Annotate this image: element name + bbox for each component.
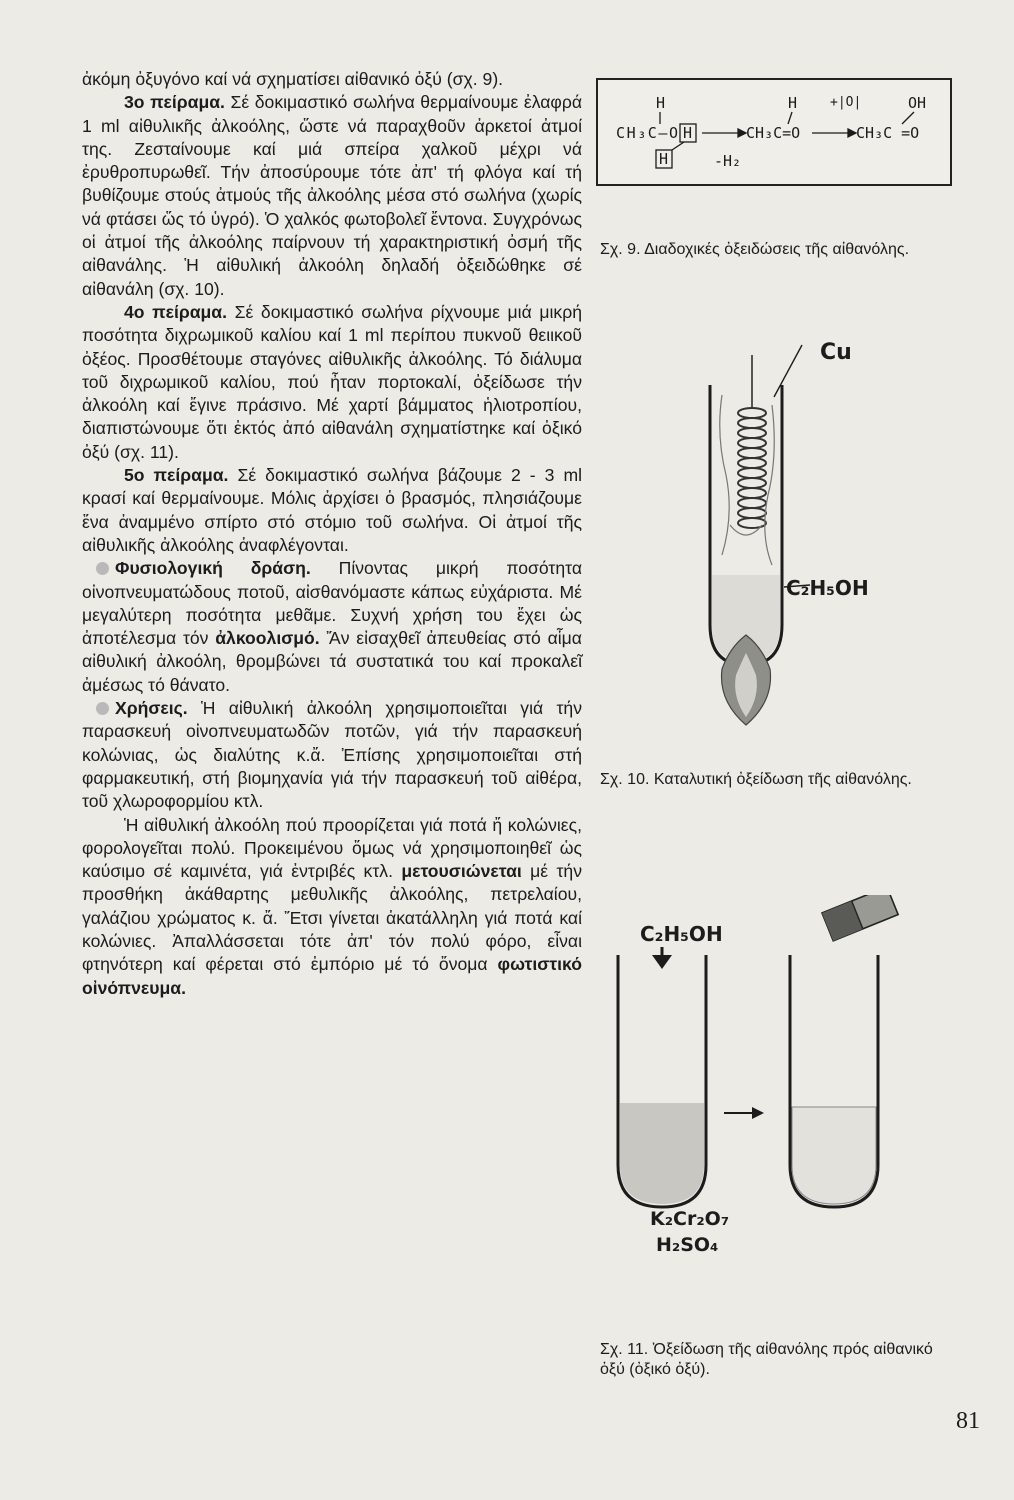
methylated-spirit-term: φωτιστικό οἰνόπνευμα.	[82, 954, 582, 998]
copper-spiral-icon	[738, 408, 766, 528]
bullet-icon	[96, 562, 109, 575]
fig9-minus-h2: -H₂	[714, 152, 742, 170]
fig10-copper-label: Cu	[820, 340, 852, 365]
fig11-liquid-right	[792, 1107, 876, 1204]
figure-10-caption: Σχ. 10. Καταλυτική ὀξείδωση τῆς αἰθανόλης.	[600, 771, 912, 788]
fig9-ethanal: CH₃C=O	[746, 124, 801, 142]
fig9-ethanol: CH₃C—O	[616, 124, 678, 142]
main-text-column	[82, 68, 582, 1000]
fig11-ethanol-label: C₂H₅OH	[640, 922, 723, 946]
denatured-text-2: μέ τήν προσθήκη ἀκάθαρτης μεθυλικῆς ἀλκοόλης, πετρελαίου, γαλάζιου χρώματος κ. ἄ. Ἔτσι γίνεται ἀκατάλληλη γιά ποτά καί κολώνιες. Ἀπαλλάσσεται τότε ἀπ' τόν πολύ φόρο, εἶναι φτηνότερη καί φέρεται στό ἐμπόριο μέ τό ὄνομα	[82, 861, 582, 975]
vapour-wisps	[720, 395, 775, 565]
physiology-text-1: Πίνοντας μικρή ποσότητα οἰνοπνευματώδους ποτοῦ, αἰσθανόμαστε κάπως εὐχάριστα. Μέ μεγαλύτερη ποσότητα μεθᾶμε. Συχνή χρήση του ἔχει ὡς ἀποτέλεσμα τόν	[82, 558, 582, 649]
experiment-5-text: Σέ δοκιμαστικό σωλήνα βάζουμε 2 - 3 ml κρασί καί θερμαίνουμε. Μόλις ἀρχίσει ὁ βρασμός, πλησιάζουμε ἕνα ἀναμμένο σπίρτο στό στόμιο τοῦ σωλήνα. Οἱ ἀτμοί τῆς αἰθυλικῆς ἀλκοόλης ἀναφλέγονται.	[82, 465, 583, 555]
fig10-ethanol-label: C₂H₅OH	[786, 576, 869, 600]
fig11-reagent-dichromate: K₂Cr₂O₇	[650, 1208, 730, 1230]
paragraph-physiology	[82, 557, 582, 697]
denatured-text-1: Ἡ αἰθυλική ἀλκοόλη πού προορίζεται γιά ποτά ἤ κολώνιες, φορολογεῖται πολύ. Προκειμένου ὅμως νά χρησιμοποιηθεῖ ὡς καύσιμο σέ καμινέτα, γιά ἐντριβές κτλ.	[82, 814, 582, 882]
figure-11-diagram	[596, 895, 976, 1295]
bullet-icon	[96, 702, 109, 715]
experiment-4-text: Σέ δοκιμαστικό σωλήνα ρίχνουμε μιά μικρή ποσότητα διχρωμικοῦ καλίου καί 1 ml περίπου πυκνοῦ θειικοῦ ὀξέος. Προσθέτουμε σταγόνες αἰθυλικῆς ἀλκοόλης. Τό διάλυμα τοῦ διχρωμικοῦ καλίου, πού ἦταν πορτοκαλί, ὀξείδωσε τήν ἀλκοόλη καί ἔγινε πράσινο. Μέ χαρτί βάμματος ἡλιοτροπίου, διαπιστώνουμε ὅτι ἐκτός ἀπό αἰθανάλη σχηματίστηκε καί ὀξικό ὀξύ (σχ. 11).	[82, 301, 582, 462]
paragraph-denatured	[82, 814, 582, 1000]
experiment-3-text: Σέ δοκιμαστικό σωλήνα θερμαίνουμε ἐλαφρά 1 ml αἰθυλικῆς ἀλκοόλης, ὥστε νά παραχθοῦν ἀρκετοί ἀτμοί της. Ζεσταίνουμε καί μιά σπείρα χαλκοῦ μέχρι νά ἐρυθροπυρωθεῖ. Τήν ἀποσύρουμε τότε ἀπ' τή φλόγα καί τή βυθίζουμε στούς ἀτμούς τῆς ἀλκοόλης μέσα στό σωλήνα (χωρίς νά φτάσει ὥς τό ὑγρό). Ὁ χαλκός φωτοβολεῖ ἔντονα. Συγχρόνως οἱ ἀτμοί τῆς ἀλκοόλης παίρνουν τή χαρακτηριστική ὀσμή τῆς αἰθανάλης. Ἡ αἰθυλική ἀλκοόλη δηλαδή ὀξειδώθηκε σέ αἰθανάλη (σχ. 10).	[82, 92, 582, 299]
paragraph-experiment-4	[82, 301, 582, 464]
paragraph-uses	[82, 697, 582, 813]
fig9-h-boxed-2: H	[659, 150, 669, 168]
paragraph-experiment-5	[82, 464, 582, 557]
fig11-reagent-sulfuric: H₂SO₄	[656, 1234, 719, 1256]
uses-heading: Χρήσεις.	[115, 698, 188, 719]
physiology-heading: Φυσιολογική δράση.	[115, 558, 311, 579]
litmus-paper-icon	[822, 895, 898, 941]
page-number: 81	[956, 1408, 980, 1434]
figure-10-diagram	[660, 325, 900, 735]
alcoholism-term: ἀλκοολισμό.	[215, 628, 320, 649]
figure-9-caption: Σχ. 9. Διαδοχικές ὀξειδώσεις τῆς αἰθανόλης.	[600, 241, 910, 258]
fig9-h2: H	[788, 94, 798, 112]
fig9-oxygen: +|O|	[830, 95, 862, 110]
experiment-3-heading: 3ο πείραμα.	[124, 92, 225, 113]
fig9-oh: OH	[908, 94, 927, 112]
figure-11-caption: Σχ. 11. Ὀξείδωση τῆς αἰθανόλης πρός αἰθανικό ὀξύ (ὀξικό ὀξύ).	[600, 1341, 933, 1378]
experiment-4-heading: 4ο πείραμα.	[124, 301, 228, 322]
paragraph-1: ἀκόμη ὀξυγόνο καί νά σχηματίσει αἰθανικό ὀξύ (σχ. 9).	[82, 69, 504, 89]
fig11-right-arrow-icon	[752, 1107, 764, 1119]
figure-9-box	[596, 78, 952, 186]
fig11-down-arrow-icon	[652, 955, 672, 969]
fig11-liquid-left	[620, 1103, 704, 1204]
denatured-term: μετουσιώνεται	[401, 861, 522, 882]
physiology-text-2: Ἄν εἰσαχθεῖ ἀπευθείας στό αἷμα αἰθυλική ἀλκοόλη, θρομβώνει τά συστατικά του καί προκαλεῖ ἀμέσως τό θάνατο.	[82, 628, 582, 695]
fig9-acid: CH₃C =O	[856, 124, 920, 142]
figure-9-reaction-diagram	[598, 80, 950, 184]
paragraph-experiment-3	[82, 91, 582, 301]
fig9-h1: H	[656, 94, 666, 112]
experiment-5-heading: 5ο πείραμα.	[124, 465, 229, 486]
uses-text: Ἡ αἰθυλική ἀλκοόλη χρησιμοποιεῖται γιά τήν παρασκευή οἰνοπνευματωδῶν ποτῶν, γιά τήν παρασκευή κολώνιας, ὡς διαλύτης κ.ἄ. Ἐπίσης χρησιμοποιεῖται στή φαρμακευτική, στή βιομηχανία γιά τήν παρασκευή τοῦ αἰθέρα, τοῦ χλωροφορμίου κτλ.	[82, 698, 582, 812]
fig9-h-boxed: H	[683, 124, 693, 142]
